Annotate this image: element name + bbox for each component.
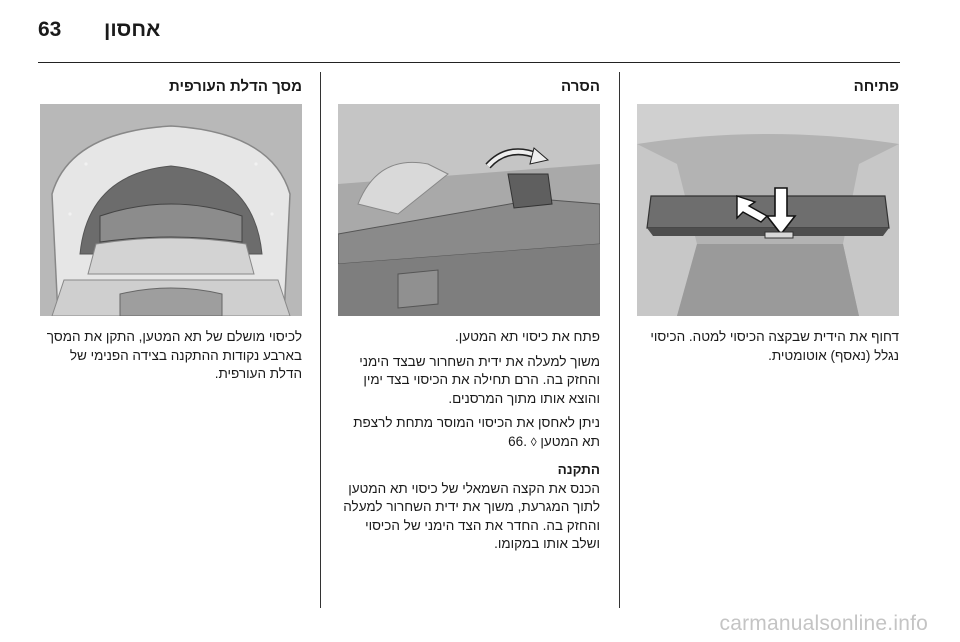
heading-removal: הסרה xyxy=(561,78,600,95)
paragraph-removal-3 xyxy=(338,414,600,451)
page-reference-number: .66 xyxy=(508,433,527,449)
figure-opening xyxy=(637,104,899,316)
section-title: אחסון xyxy=(104,18,161,41)
column-tailgate-screen xyxy=(40,72,302,608)
column-divider-left xyxy=(320,72,321,608)
column-removal xyxy=(338,72,600,608)
paragraph-removal-2: משוך למעלה את ידית השחרור שבצד הימני והחזק בה. הרם תחילה את הכיסוי בצד ימין והוצא אותו מתוך המרסנים. xyxy=(359,353,600,406)
watermark: carmanualsonline.info xyxy=(719,612,928,635)
page-number: 63 xyxy=(38,18,62,41)
paragraph-tailgate-screen: לכיסוי מושלם של תא המטען, התקן את המסך בארבע נקודות ההתקנה בצידה הפנימי של הדלת העורפית. xyxy=(46,329,302,381)
column-divider-right xyxy=(619,72,620,608)
column-opening xyxy=(637,72,899,608)
paragraph-removal-3-text: ניתן לאחסן את הכיסוי המוסר מתחת לרצפת תא המטען xyxy=(353,415,600,449)
heading-opening: פתיחה xyxy=(853,78,899,95)
tailgate-illustration xyxy=(40,104,302,316)
opening-illustration xyxy=(637,104,899,316)
heading-tailgate-screen: מסך הדלת העורפית xyxy=(168,78,302,95)
header-rule xyxy=(38,62,900,63)
removal-illustration xyxy=(338,104,600,316)
figure-tailgate-screen xyxy=(40,104,302,316)
paragraph-opening: דחוף את הידית שבקצה הכיסוי למטה. הכיסוי נגלל (נאסף) אוטומטית. xyxy=(650,329,899,363)
paragraph-removal-1: פתח את כיסוי תא המטען. xyxy=(454,329,600,344)
page-reference-icon: ◊ xyxy=(530,434,537,449)
figure-removal xyxy=(338,104,600,316)
heading-installation: התקנה xyxy=(557,462,600,477)
paragraph-installation: הכנס את הקצה השמאלי של כיסוי תא המטען לתוך המגרעת, משוך את ידית השחרור למעלה והחזק בה. החדר את הצד הימני של הכיסוי ושלב אותו במקומו. xyxy=(343,480,600,551)
